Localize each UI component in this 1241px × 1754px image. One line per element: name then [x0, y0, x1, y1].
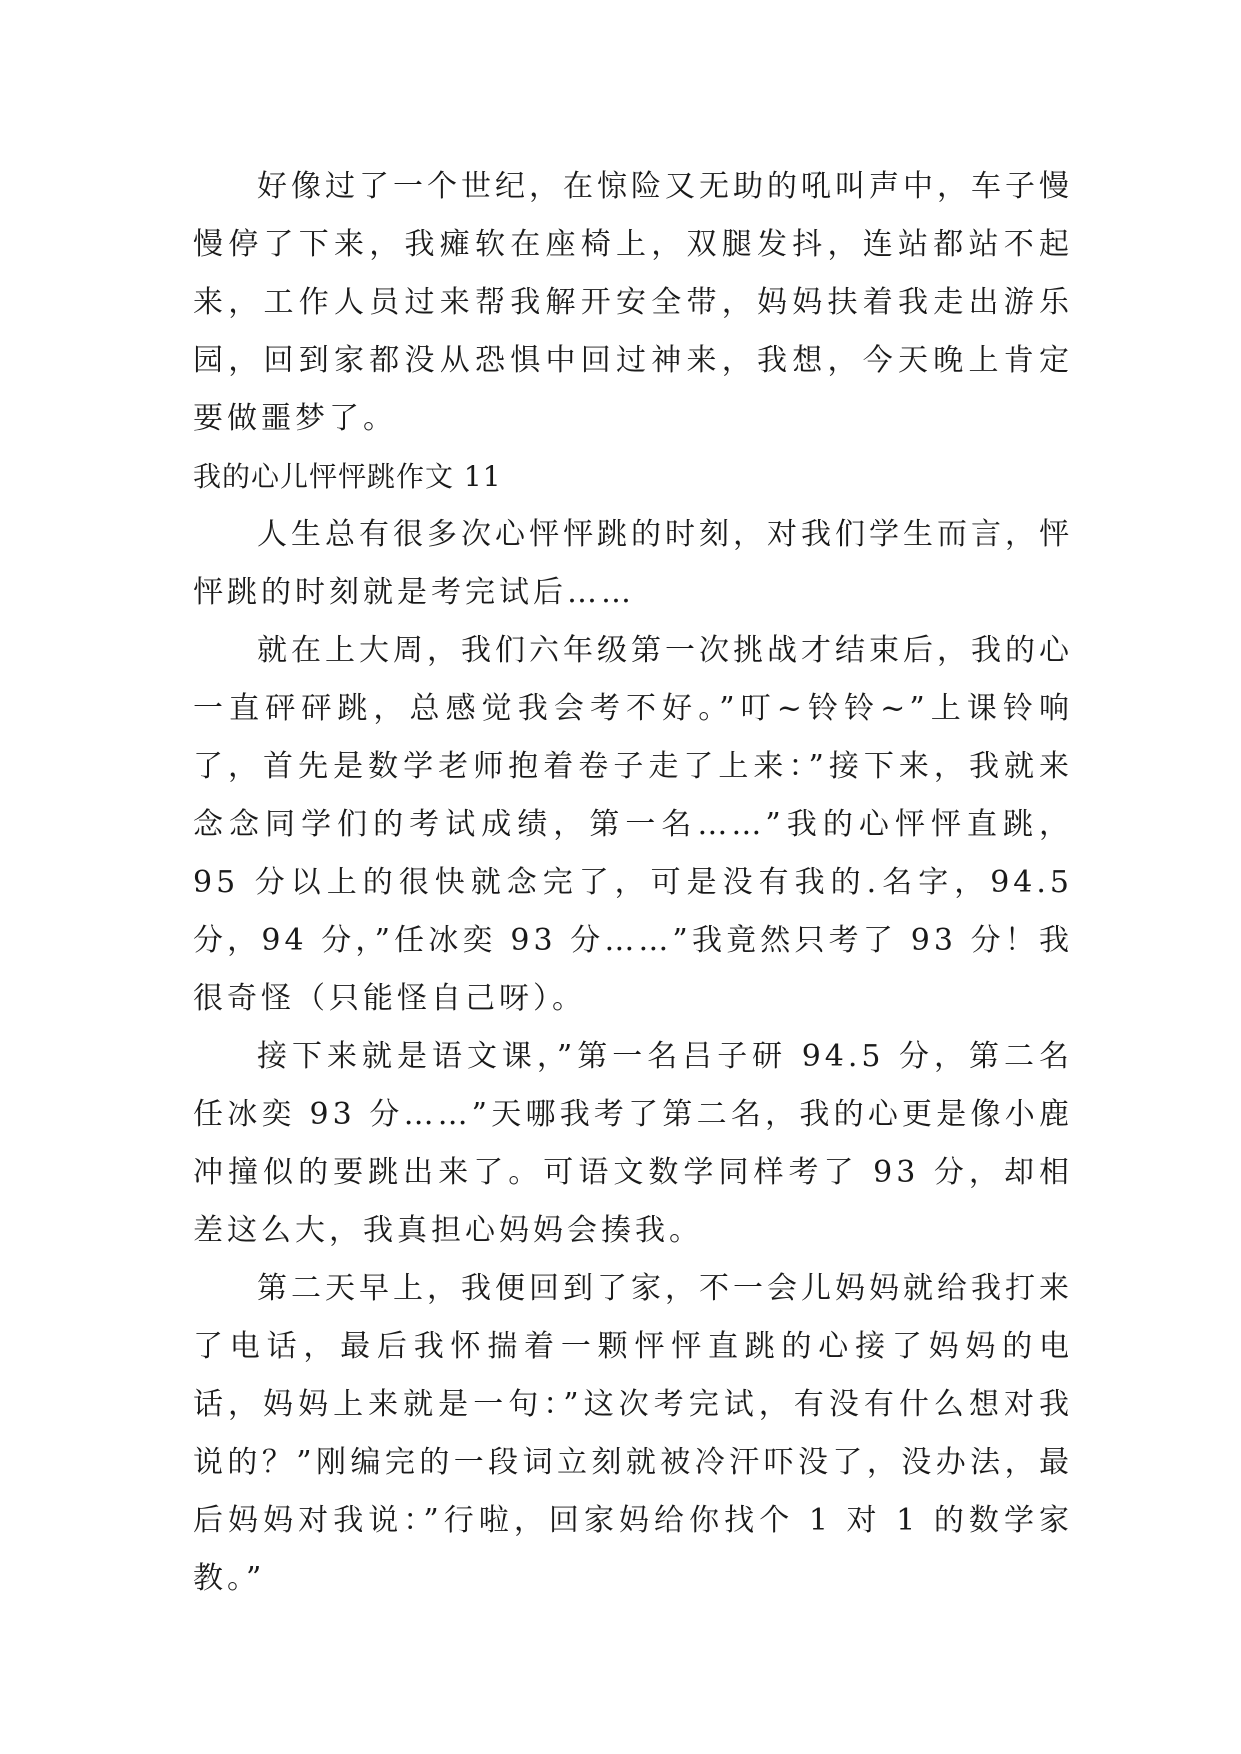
document-body [193, 158, 1073, 1608]
paragraph-intro: 好像过了一个世纪，在惊险又无助的吼叫声中，车子慢慢停了下来，我瘫软在座椅上，双腿发抖，连站都站不起来，工作人员过来帮我解开安全带，妈妈扶着我走出游乐园，回到家都没从恐惧中回过神来，我想，今天晚上肯定要做噩梦了。 [193, 169, 1073, 436]
essay-title: 我的心儿怦怦跳作文 11 [193, 460, 502, 493]
paragraph-1: 人生总有很多次心怦怦跳的时刻，对我们学生而言，怦怦跳的时刻就是考完试后…… [193, 517, 1073, 610]
paragraph-4: 第二天早上，我便回到了家，不一会儿妈妈就给我打来了电话，最后我怀揣着一颗怦怦直跳的心接了妈妈的电话，妈妈上来就是一句：”这次考完试，有没有什么想对我说的？”刚编完的一段词立刻就被冷汗吓没了，没办法，最后妈妈对我说：”行啦，回家妈给你找个 1 对 1 的数学家教。” [193, 1271, 1073, 1596]
paragraph-2: 就在上大周，我们六年级第一次挑战才结束后，我的心一直砰砰跳，总感觉我会考不好。”叮~铃铃~”上课铃响了，首先是数学老师抱着卷子走了上来：”接下来，我就来念念同学们的考试成绩，第一名……”我的心怦怦直跳，95 分以上的很快就念完了，可是没有我的.名字，94.5 分，94 分，”任冰奕 93 分……”我竟然只考了 93 分！我很奇怪（只能怪自己呀）。 [193, 633, 1073, 1016]
paragraph-3: 接下来就是语文课，”第一名吕子研 94.5 分，第二名任冰奕 93 分……”天哪我考了第二名，我的心更是像小鹿冲撞似的要跳出来了。可语文数学同样考了 93 分，却相差这么大，我真担心妈妈会揍我。 [193, 1039, 1073, 1248]
